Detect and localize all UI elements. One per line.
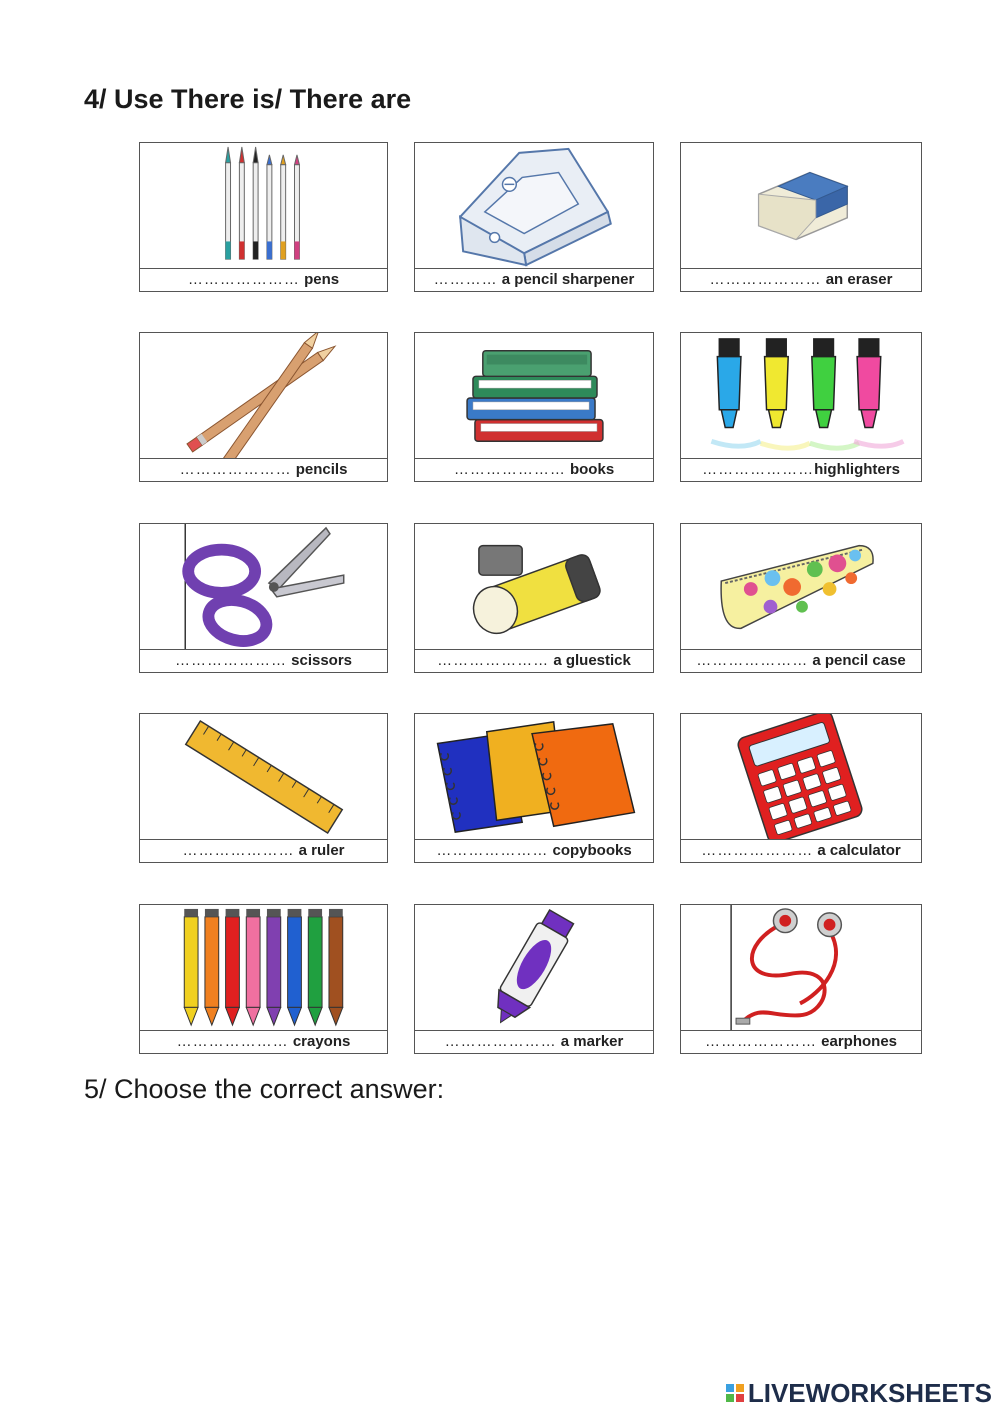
answer-blank[interactable]: ………………… — [709, 271, 822, 288]
item-card-scissors — [139, 523, 388, 673]
earphones-icon — [681, 905, 921, 1031]
item-card-calculator — [680, 713, 922, 863]
item-label: a calculator — [817, 842, 901, 859]
item-card-pencil-case — [680, 523, 922, 673]
answer-blank[interactable]: ………………… — [179, 461, 292, 478]
books-icon — [415, 333, 653, 459]
item-card-pencil-sharpener — [414, 142, 654, 292]
answer-blank[interactable]: ………………… — [187, 271, 300, 288]
answer-blank[interactable]: ………………… — [176, 1033, 289, 1050]
item-label: a pencil sharpener — [501, 271, 635, 288]
copybooks-icon — [415, 714, 653, 840]
item-label: scissors — [291, 652, 353, 669]
answer-blank[interactable]: ………… — [433, 271, 498, 288]
pencil-sharpener-icon — [415, 143, 653, 269]
item-card-pens — [139, 142, 388, 292]
item-label: a ruler — [298, 842, 345, 859]
calculator-icon — [681, 714, 921, 840]
item-card-copybooks — [414, 713, 654, 863]
answer-blank[interactable]: ………………… — [174, 652, 287, 669]
answer-blank[interactable]: ………………… — [704, 1033, 817, 1050]
answer-blank[interactable]: ………………… — [702, 461, 815, 478]
item-label: copybooks — [552, 842, 632, 859]
item-label: pencils — [295, 461, 348, 478]
answer-blank[interactable]: ………………… — [444, 1033, 557, 1050]
highlighters-icon — [681, 333, 921, 459]
answer-blank[interactable]: ………………… — [182, 842, 295, 859]
item-card-gluestick — [414, 523, 654, 673]
item-label: earphones — [821, 1033, 898, 1050]
ruler-icon — [140, 714, 387, 840]
item-card-crayons — [139, 904, 388, 1054]
answer-blank[interactable]: ………………… — [436, 842, 549, 859]
pencils-icon — [140, 333, 387, 459]
item-label: a gluestick — [553, 652, 631, 669]
logo-mark-icon — [726, 1384, 744, 1402]
gluestick-icon — [415, 524, 653, 650]
item-card-eraser — [680, 142, 922, 292]
answer-blank[interactable]: ………………… — [701, 842, 814, 859]
eraser-icon — [681, 143, 921, 269]
marker-icon — [415, 905, 653, 1031]
item-label: a marker — [560, 1033, 624, 1050]
scissors-icon — [140, 524, 387, 650]
answer-blank[interactable]: ………………… — [437, 652, 550, 669]
item-card-marker — [414, 904, 654, 1054]
answer-blank[interactable]: ………………… — [696, 652, 809, 669]
item-label: books — [569, 461, 615, 478]
pens-icon — [140, 143, 387, 269]
logo-text: LIVEWORKSHEETS — [747, 1377, 992, 1408]
exercise-5-title: 5/ Choose the correct answer: — [84, 1074, 445, 1104]
item-label: crayons — [292, 1033, 351, 1050]
item-card-ruler — [139, 713, 388, 863]
answer-blank[interactable]: ………………… — [453, 461, 566, 478]
crayons-icon — [140, 905, 387, 1031]
item-label: a pencil case — [812, 652, 906, 669]
item-card-highlighters — [680, 332, 922, 482]
item-label: an eraser — [825, 271, 893, 288]
liveworksheets-logo — [726, 1378, 992, 1408]
item-label: pens — [304, 271, 340, 288]
item-label: highlighters — [814, 461, 900, 478]
item-card-pencils — [139, 332, 388, 482]
item-card-books — [414, 332, 654, 482]
exercise-4-title: 4/ Use There is/ There are — [84, 84, 412, 114]
pencil-case-icon — [681, 524, 921, 650]
item-card-earphones — [680, 904, 922, 1054]
